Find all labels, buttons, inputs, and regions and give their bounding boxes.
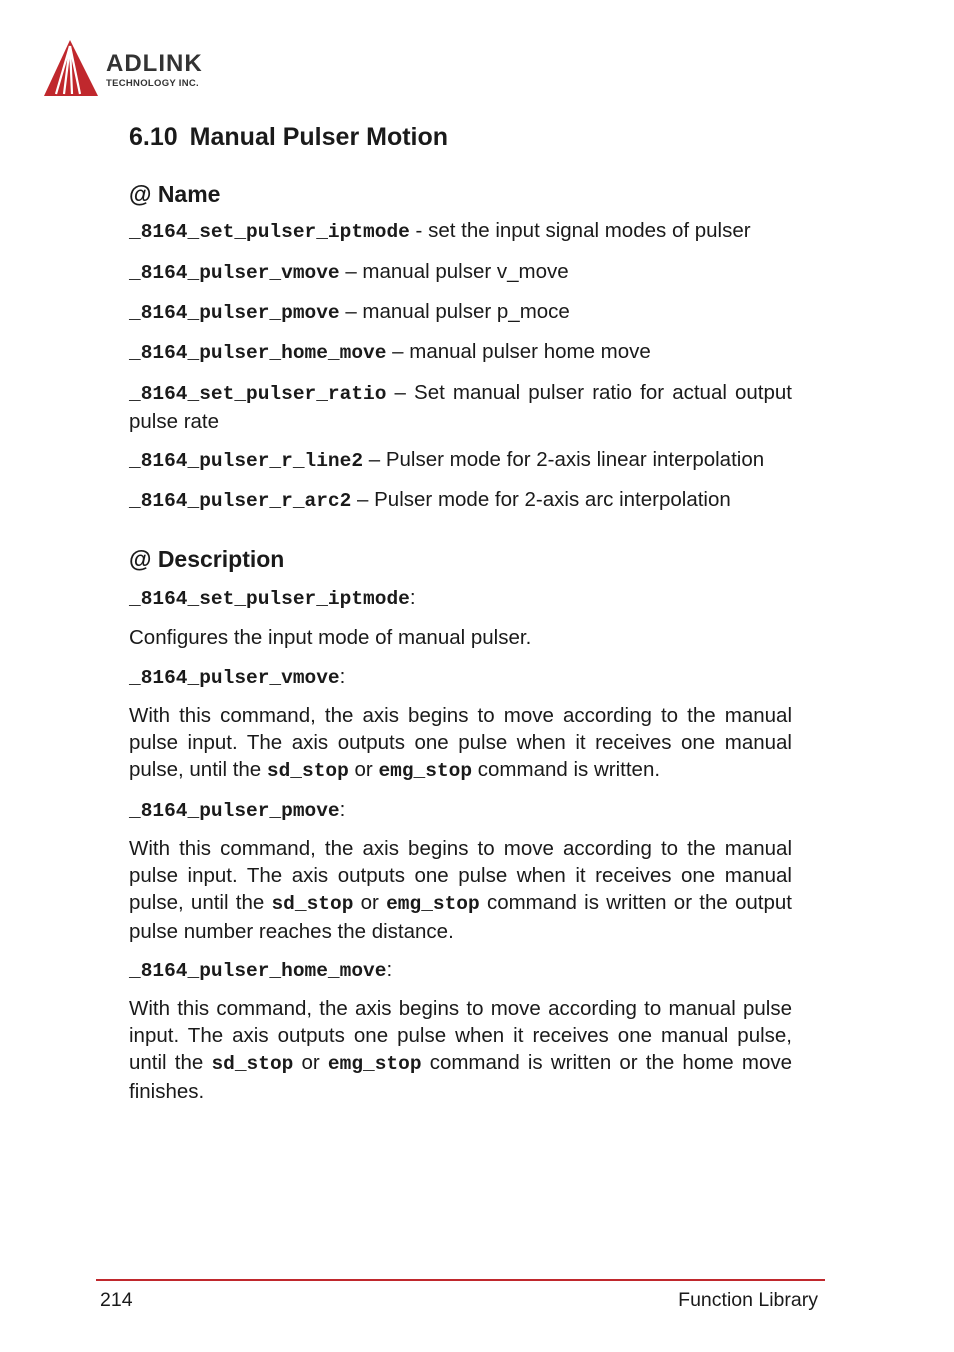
function-summary: - set the input signal modes of pulser (409, 219, 751, 242)
name-entry (129, 338, 792, 367)
function-summary: – Set manual pulser ratio for actual output pulse rate (129, 381, 792, 433)
sd-stop-code: sd_stop (271, 893, 354, 915)
emg-stop-code: emg_stop (327, 1053, 422, 1075)
name-entry (129, 486, 792, 515)
description-heading: @ Description (129, 546, 285, 572)
description-text (129, 835, 792, 945)
label-colon: : (386, 958, 393, 981)
emg-stop-code: emg_stop (386, 893, 480, 915)
description-segment: or (293, 1051, 328, 1074)
description-segment: command is written or the output pulse number reaches the distance. (129, 891, 792, 943)
function-name: _8164_pulser_pmove (129, 800, 340, 822)
company-logo (42, 38, 242, 100)
description-function-label (129, 956, 792, 985)
sd-stop-code: sd_stop (211, 1053, 294, 1075)
description-function-label (129, 663, 792, 692)
page-content (129, 120, 792, 1105)
description-function-label (129, 584, 792, 613)
emg-stop-code: emg_stop (378, 760, 473, 782)
function-name: _8164_pulser_vmove (129, 262, 340, 284)
description-segment: With this command, the axis begins to move according to manual pulse input. The axis outputs one pulse when it receives one manual pulse, until the (129, 997, 792, 1074)
description-segment: command is written or the home move finishes. (129, 1051, 793, 1103)
name-entry (129, 298, 792, 327)
description-segment: or (348, 758, 379, 781)
name-entry (129, 446, 792, 475)
name-entry (129, 258, 792, 287)
section-title (129, 120, 792, 154)
function-name: _8164_pulser_vmove (129, 667, 340, 689)
label-colon: : (409, 586, 416, 609)
function-name: _8164_set_pulser_iptmode (129, 221, 410, 243)
name-heading: @ Name (129, 181, 221, 207)
function-summary: – manual pulser v_move (339, 260, 569, 283)
description-segment: command is written. (472, 758, 661, 781)
footer-divider (96, 1279, 825, 1281)
function-name: _8164_pulser_pmove (129, 302, 340, 324)
label-colon: : (339, 665, 346, 688)
adlink-triangle-logo-icon (42, 38, 102, 100)
logo-brand-text: ADLINK (106, 50, 203, 77)
function-name: _8164_set_pulser_ratio (129, 383, 387, 405)
function-name: _8164_set_pulser_iptmode (129, 588, 410, 610)
description-text (129, 702, 792, 785)
function-name: _8164_pulser_home_move (129, 342, 387, 364)
name-entry (129, 217, 792, 246)
function-name: _8164_pulser_r_line2 (129, 450, 364, 472)
label-colon: : (339, 798, 346, 821)
function-summary: – Pulser mode for 2-axis arc interpolation (351, 488, 731, 511)
logo-subtitle-text: TECHNOLOGY INC. (106, 78, 199, 89)
description-segment: With this command, the axis begins to move according to the manual pulse input. The axis outputs one pulse when it receives one manual pulse, until the (129, 837, 792, 914)
description-function-label (129, 796, 792, 825)
page-number: 214 (100, 1289, 133, 1311)
description-segment: With this command, the axis begins to move according to the manual pulse input. The axis outputs one pulse when it receives one manual pulse, until the (129, 704, 792, 781)
function-summary: – Pulser mode for 2-axis linear interpolation (363, 448, 765, 471)
footer-chapter-title: Function Library (678, 1289, 818, 1311)
name-entry (129, 379, 792, 435)
description-text: Configures the input mode of manual pulser. (129, 626, 532, 649)
function-summary: – manual pulser home move (386, 340, 651, 363)
section-title-text: Manual Pulser Motion (189, 123, 449, 151)
description-text (129, 995, 792, 1105)
function-name: _8164_pulser_r_arc2 (129, 490, 352, 512)
section-number: 6.10 (129, 123, 178, 151)
function-summary: – manual pulser p_moce (339, 300, 570, 323)
sd-stop-code: sd_stop (266, 760, 349, 782)
function-name: _8164_pulser_home_move (129, 960, 387, 982)
description-segment: or (353, 891, 387, 914)
